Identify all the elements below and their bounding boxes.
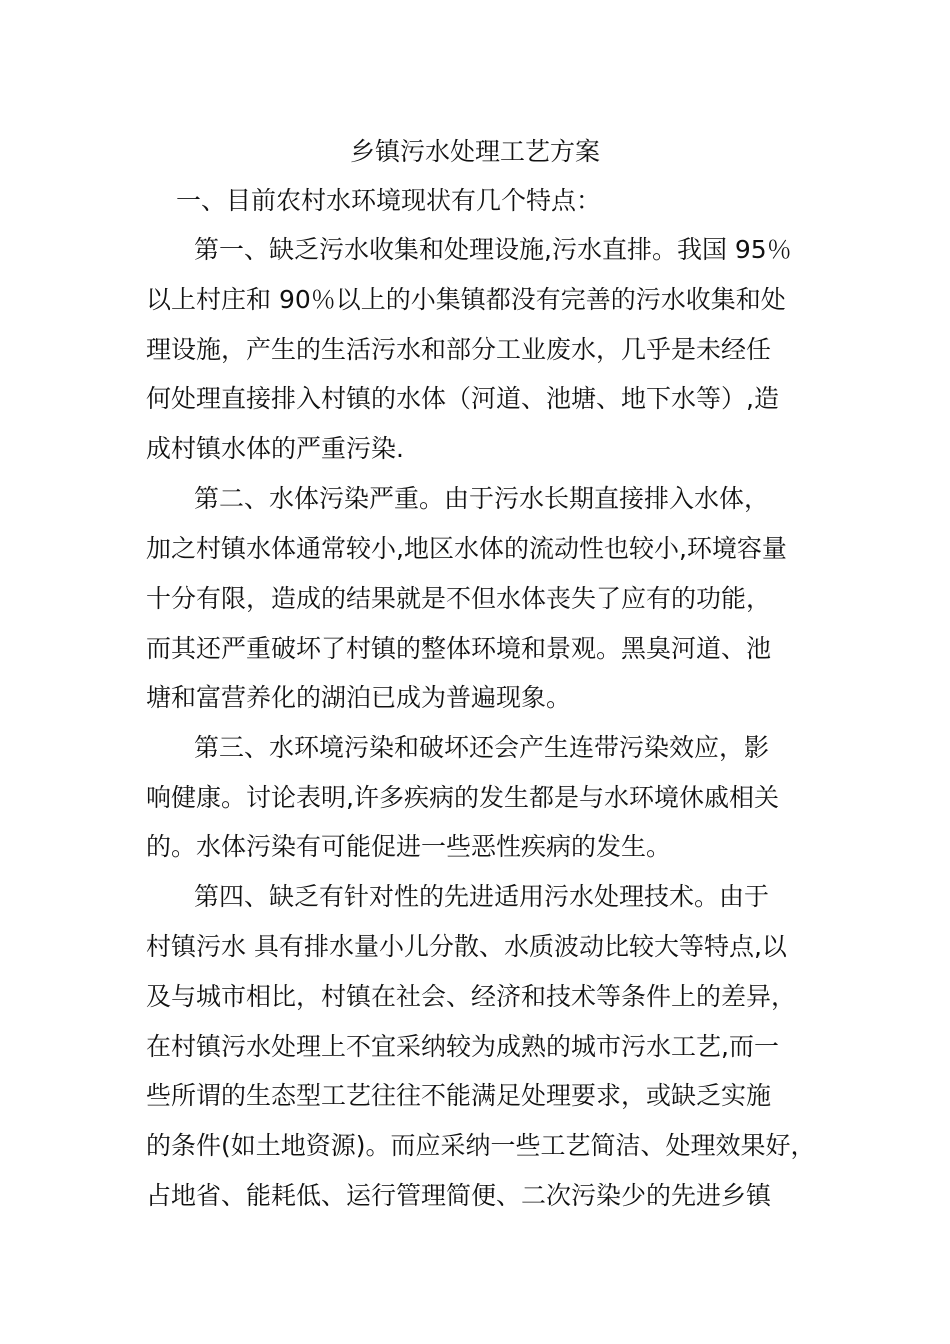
paragraph-line: 十分有限，造成的结果就是不但水体丧失了应有的功能， bbox=[146, 584, 772, 613]
section-heading: 一、目前农村水环境现状有几个特点： bbox=[176, 186, 602, 215]
paragraph-line: 第三、水环境污染和破坏还会产生连带污染效应，影 bbox=[194, 733, 770, 762]
paragraph-line: 何处理直接排入村镇的水体（河道、池塘、地下水等）,造 bbox=[146, 384, 779, 413]
paragraph-line: 加之村镇水体通常较小,地区水体的流动性也较小,环境容量 bbox=[146, 534, 787, 563]
paragraph-line: 村镇污水 具有排水量小儿分散、水质波动比较大等特点,以 bbox=[146, 932, 787, 961]
paragraph-line: 响健康。讨论表明,许多疾病的发生都是与水环境休戚相关 bbox=[146, 783, 779, 812]
paragraph-line: 第一、缺乏污水收集和处理设施,污水直排。我国 95％ bbox=[194, 235, 792, 264]
paragraph-line: 第二、水体污染严重。由于污水长期直接排入水体， bbox=[194, 484, 770, 513]
paragraph-line: 而其还严重破坏了村镇的整体环境和景观。黑臭河道、池 bbox=[146, 634, 772, 663]
paragraph-line: 占地省、能耗低、运行管理简便、二次污染少的先进乡镇 bbox=[146, 1181, 772, 1210]
paragraph-line: 及与城市相比，村镇在社会、经济和技术等条件上的差异， bbox=[146, 982, 797, 1011]
paragraph-line: 在村镇污水处理上不宜采纳较为成熟的城市污水工艺,而一 bbox=[146, 1032, 779, 1061]
document-title: 乡镇污水处理工艺方案 bbox=[349, 137, 600, 166]
paragraph-line: 些所谓的生态型工艺往往不能满足处理要求，或缺乏实施 bbox=[146, 1081, 772, 1110]
paragraph-line: 塘和富营养化的湖泊已成为普遍现象。 bbox=[146, 683, 572, 712]
paragraph-line: 的条件(如土地资源)。而应采纳一些工艺简洁、处理效果好， bbox=[146, 1131, 816, 1160]
paragraph-line: 的。水体污染有可能促进一些恶性疾病的发生。 bbox=[146, 832, 672, 861]
paragraph-line: 成村镇水体的严重污染. bbox=[146, 434, 404, 463]
paragraph-line: 第四、缺乏有针对性的先进适用污水处理技术。由于 bbox=[194, 882, 770, 911]
paragraph-line: 理设施，产生的生活污水和部分工业废水，几乎是未经任 bbox=[146, 335, 772, 364]
paragraph-line: 以上村庄和 90％以上的小集镇都没有完善的污水收集和处 bbox=[146, 285, 786, 314]
